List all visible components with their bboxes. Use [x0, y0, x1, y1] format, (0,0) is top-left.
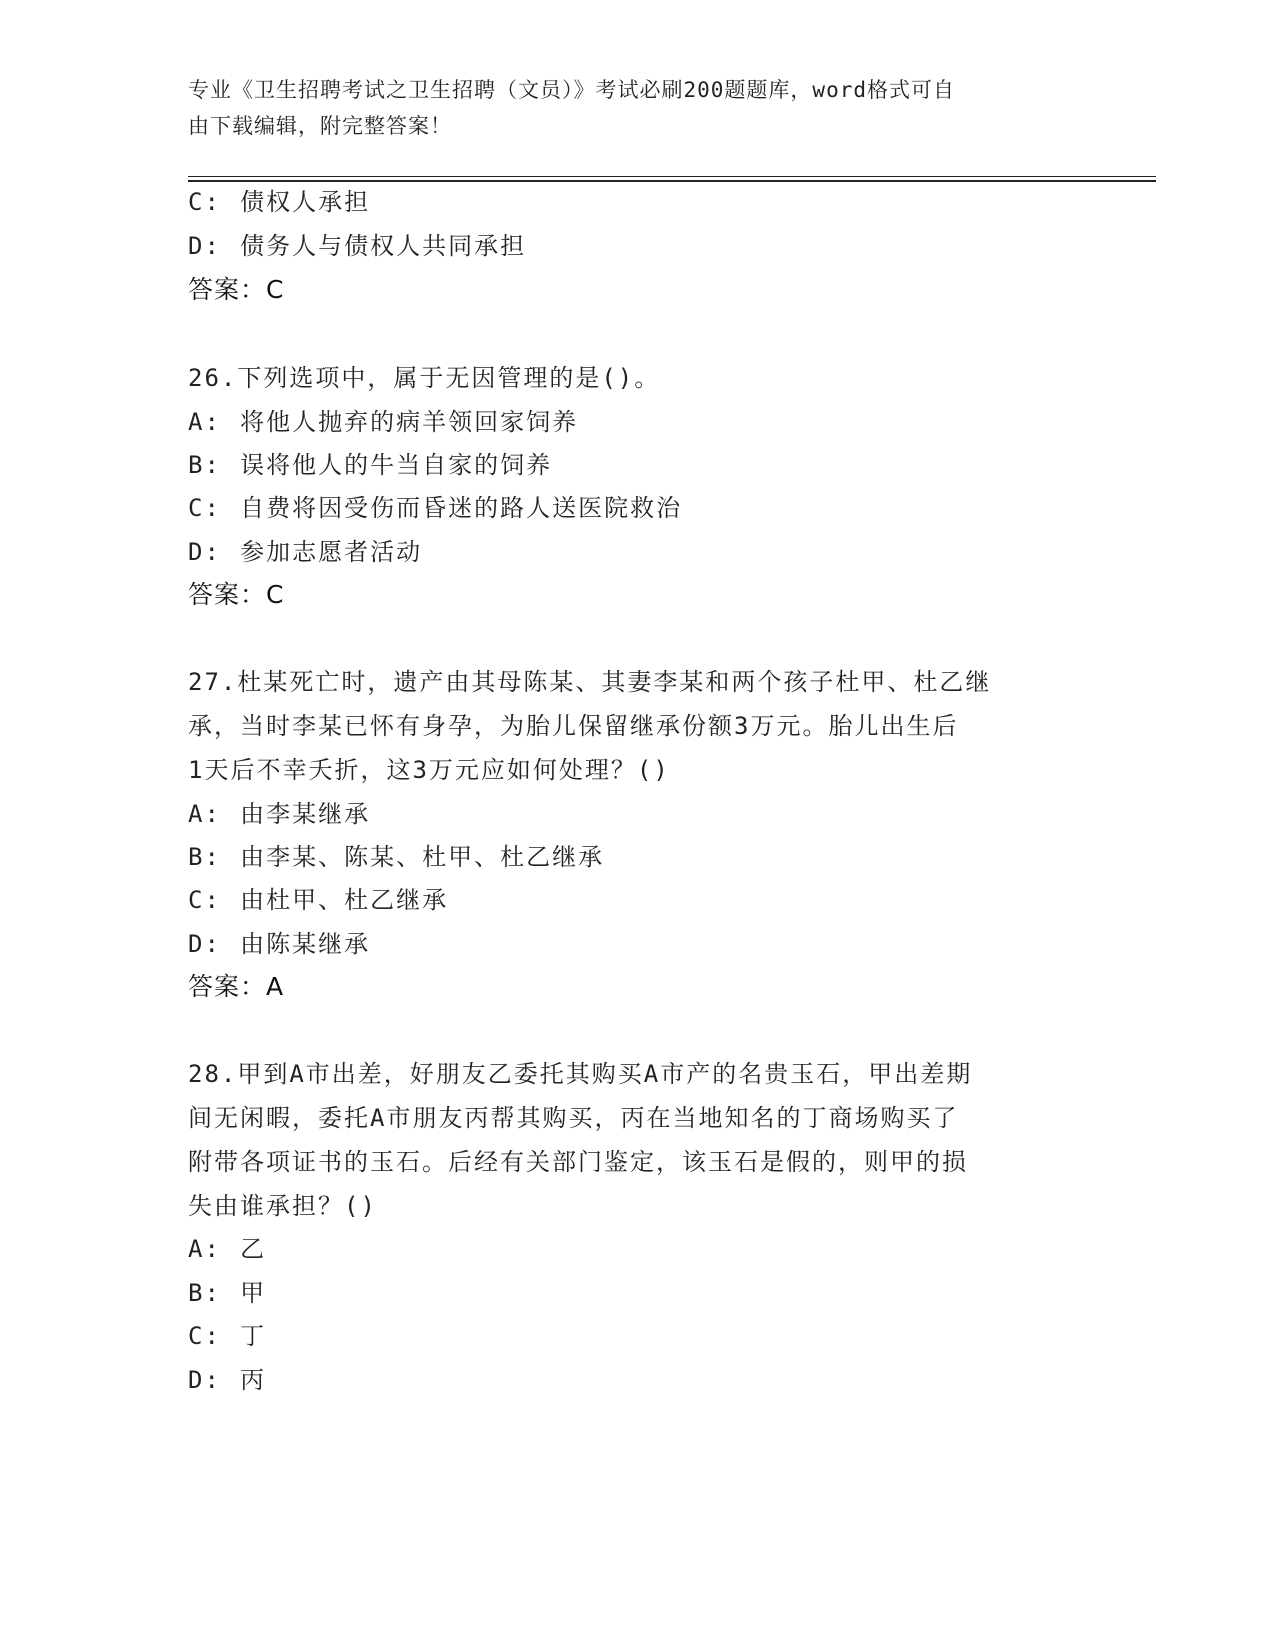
q27-option-c	[188, 877, 1088, 923]
q25-option-d	[188, 223, 1088, 269]
q28-question-line-2: 间无闲暇，委托A市朋友丙帮其购买，丙在当地知名的丁商场购买了	[188, 1104, 959, 1132]
q25-option-c	[188, 179, 1088, 225]
option-text: 债务人与债权人共同承担	[240, 232, 527, 260]
option-text: 将他人抛弃的病羊领回家饲养	[240, 408, 579, 436]
q28-question-line-4: 失由谁承担？()	[188, 1192, 377, 1220]
option-label: B:	[188, 451, 221, 479]
q28-question-line-3: 附带各项证书的玉石。后经有关部门鉴定，该玉石是假的，则甲的损	[188, 1148, 968, 1176]
q26-option-c	[188, 485, 1088, 531]
option-label: C:	[188, 886, 221, 914]
option-text: 由李某继承	[240, 800, 371, 828]
option-text: 自费将因受伤而昏迷的路人送医院救治	[240, 494, 683, 522]
q27-question-line-3: 1天后不幸夭折，这3万元应如何处理？()	[188, 756, 670, 784]
q28-question-line-1: 28.甲到A市出差，好朋友乙委托其购买A市产的名贵玉石，甲出差期	[188, 1060, 973, 1088]
header-line-1: 专业《卫生招聘考试之卫生招聘（文员）》考试必刷200题题库，word格式可自	[188, 78, 955, 102]
option-text: 误将他人的牛当自家的饲养	[240, 451, 553, 479]
header-divider-thin	[188, 176, 1156, 177]
q27-question-line-1: 27.杜某死亡时，遗产由其母陈某、其妻李某和两个孩子杜甲、杜乙继	[188, 668, 992, 696]
option-label: C:	[188, 494, 221, 522]
option-text: 乙	[240, 1235, 267, 1263]
option-text: 由陈某继承	[240, 930, 371, 958]
option-label: D:	[188, 538, 221, 566]
option-text: 丁	[240, 1322, 267, 1350]
option-label: A:	[188, 1235, 221, 1263]
option-label: C:	[188, 188, 221, 216]
option-label: D:	[188, 930, 221, 958]
q26-option-b	[188, 442, 1088, 488]
document-header	[188, 72, 1068, 144]
option-label: D:	[188, 1366, 221, 1394]
q26-question: 26.下列选项中，属于无因管理的是()。	[188, 364, 661, 392]
option-label: B:	[188, 843, 221, 871]
q27-option-b	[188, 834, 1088, 880]
option-text: 由杜甲、杜乙继承	[240, 886, 449, 914]
q26-answer: 答案：C	[188, 580, 285, 609]
option-text: 甲	[240, 1279, 267, 1307]
option-text: 由李某、陈某、杜甲、杜乙继承	[240, 843, 605, 871]
q27-option-a	[188, 791, 1088, 837]
q26-option-a	[188, 399, 1088, 445]
q27-question-line-2: 承，当时李某已怀有身孕，为胎儿保留继承份额3万元。胎儿出生后	[188, 712, 959, 740]
q27-answer: 答案：A	[188, 972, 285, 1001]
q28-option-b	[188, 1270, 1088, 1316]
header-line-2: 由下载编辑，附完整答案！	[188, 114, 452, 138]
q28-option-d	[188, 1357, 1088, 1403]
option-label: D:	[188, 232, 221, 260]
option-text: 参加志愿者活动	[240, 538, 423, 566]
q27-option-d	[188, 921, 1088, 967]
option-label: C:	[188, 1322, 221, 1350]
option-label: A:	[188, 408, 221, 436]
option-label: B:	[188, 1279, 221, 1307]
option-label: A:	[188, 800, 221, 828]
q26-option-d	[188, 529, 1088, 575]
q28-option-a	[188, 1226, 1088, 1272]
option-text: 丙	[240, 1366, 267, 1394]
q28-option-c	[188, 1313, 1088, 1359]
q25-answer: 答案：C	[188, 275, 285, 304]
option-text: 债权人承担	[240, 188, 371, 216]
